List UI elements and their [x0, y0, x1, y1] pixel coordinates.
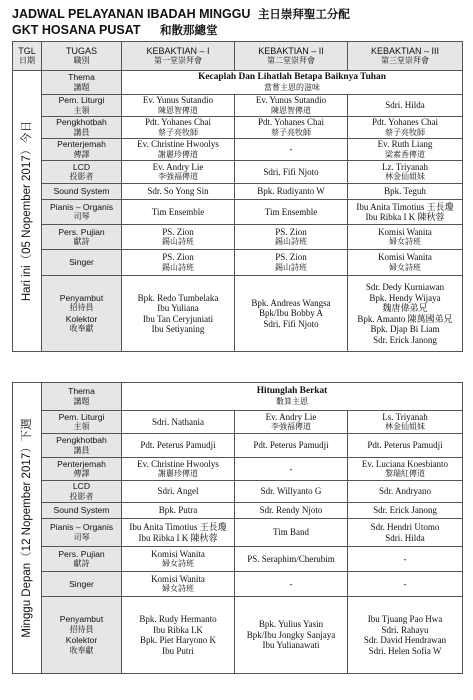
cell-text: Bpk. Putra — [158, 505, 198, 516]
theme-value — [122, 383, 463, 411]
role-label — [42, 276, 122, 352]
cell-text: Sdri. Nathania — [152, 416, 204, 427]
cell-k1 — [122, 434, 235, 458]
cell-k2 — [235, 184, 348, 200]
role-label — [42, 225, 122, 250]
cell-text: Pdt. Yohanes Chai — [144, 117, 211, 127]
cell-text: Penterjemah — [57, 139, 106, 149]
cell-text: Bpk. Rudiyanto W — [257, 186, 325, 197]
cell-k2 — [235, 139, 348, 161]
cell-text: Sdr. Willyanto G — [260, 486, 322, 497]
cell-k1 — [122, 276, 235, 352]
cell-text-zh: 講員 — [73, 127, 90, 137]
cell-text: KEBAKTIAN – III — [370, 45, 440, 56]
cell-k2 — [235, 95, 348, 117]
sound-row — [13, 184, 463, 200]
cell-text-zh: 錫山詩班 — [162, 237, 194, 246]
cell-k1 — [122, 503, 235, 519]
sound-row — [13, 503, 463, 519]
cell-k1 — [122, 250, 235, 276]
cell-k2 — [235, 481, 348, 503]
terjemah-row — [13, 458, 463, 481]
cell-text: Pers. Pujian — [58, 548, 105, 559]
cell-text: KEBAKTIAN – II — [258, 45, 324, 56]
cell-text: - — [403, 578, 407, 589]
cell-text-zh: 第三堂崇拜會 — [381, 56, 429, 65]
cell-text-zh: 講題 — [73, 82, 90, 92]
cell-text-zh: 蔡子亮牧師 — [271, 127, 311, 137]
role-label — [42, 597, 122, 674]
cell-text-zh: 第二堂崇拜會 — [267, 56, 315, 65]
cell-text: Kolektor — [65, 313, 98, 324]
cell-text-zh: 投影者 — [69, 491, 94, 501]
cell-k2 — [235, 117, 348, 139]
role-label — [42, 519, 122, 547]
cell-text: 魏唐偉弟兄 — [382, 303, 428, 313]
cell-text: Ibu Tjuang Pao Hwa — [367, 614, 443, 624]
cell-text: Bpk. Hendy Wijaya — [369, 292, 441, 303]
cell-k1 — [122, 225, 235, 250]
cell-text: Kecaplah Dan Lihatlah Betapa Baiknya Tuhan — [198, 72, 386, 82]
cell-text: Minggu Depan（12 Nopember 2017）下週 — [20, 418, 33, 638]
cell-k2 — [235, 572, 348, 597]
kebaktian-2-header — [235, 42, 348, 71]
tgl-header — [13, 42, 42, 71]
header-line-2 — [12, 22, 462, 38]
cell-text: Sound System — [53, 186, 110, 197]
cell-text: Ibu Anita Timotius 王長瓊 — [129, 522, 227, 532]
cell-k3 — [348, 503, 463, 519]
cell-text-zh: 收奉獻 — [69, 324, 94, 333]
pujian-row — [13, 225, 463, 250]
cell-k1 — [122, 117, 235, 139]
pianis-row — [13, 519, 463, 547]
cell-text: Ibu Ribka I K 陳秋蓉 — [138, 532, 218, 543]
cell-k2 — [235, 161, 348, 184]
cell-text: Ibu Putri — [162, 645, 194, 656]
cell-text-zh: 當嘗主恩的滋味 — [264, 82, 320, 92]
cell-k3 — [348, 458, 463, 481]
terjemah-row — [13, 139, 463, 161]
cell-text: LCD — [72, 161, 91, 172]
column-header-row — [13, 42, 463, 71]
theme-value — [122, 71, 463, 95]
role-label — [42, 411, 122, 434]
cell-k3 — [348, 434, 463, 458]
cell-text: Thema — [68, 386, 95, 396]
cell-text-zh: 主領 — [73, 105, 90, 115]
role-label — [42, 572, 122, 597]
cell-text: Ibu Tan Ceryjuniati — [142, 313, 214, 324]
cell-k1 — [122, 458, 235, 481]
cell-text: Ibu Ribka I.K — [153, 624, 203, 635]
cell-text: Tim Ensemble — [264, 206, 318, 217]
cell-text-zh: 講題 — [73, 396, 90, 406]
cell-text-zh: 謝麗珍傳道 — [158, 149, 198, 159]
cell-text: Ibu Setiyaning — [151, 324, 205, 334]
cell-text-zh: 傳譯 — [73, 149, 90, 159]
cell-text: Ev. Christine Hwoolys — [137, 458, 219, 469]
role-label — [42, 161, 122, 184]
cell-k3 — [348, 547, 463, 572]
cell-text: Pers. Pujian — [58, 226, 105, 237]
cell-text: Pem. Liturgi — [58, 411, 105, 422]
cell-k1 — [122, 547, 235, 572]
page-header — [12, 6, 462, 38]
church-name: GKT HOSANA PUSAT — [12, 23, 141, 37]
cell-text-zh: 蔡子亮牧師 — [385, 127, 425, 137]
cell-text: Sdr. So Yong Sin — [147, 186, 209, 197]
cell-text: Komisi Wanita — [378, 252, 432, 262]
cell-text-zh: 日期 — [19, 56, 35, 65]
cell-text: Pianis – Organis — [49, 201, 114, 212]
cell-text-zh: 職別 — [73, 56, 90, 65]
cell-text-zh: 婦女詩班 — [162, 584, 194, 593]
cell-text: Thema — [68, 72, 95, 82]
cell-text: Pdt. Yohanes Chai — [371, 117, 438, 127]
liturgi-row — [13, 411, 463, 434]
cell-text: Pengkhotbah — [56, 435, 107, 445]
cell-text: Pdt. Yohanes Chai — [257, 117, 324, 127]
cell-text-zh: 數算主恩 — [276, 396, 308, 406]
cell-k3 — [348, 161, 463, 184]
header-line-1 — [12, 6, 462, 22]
role-label — [42, 95, 122, 117]
cell-k3 — [348, 200, 463, 225]
cell-text: Ev. Luciana Koesbianto — [361, 458, 449, 469]
cell-text-zh: 婦女詩班 — [389, 262, 421, 272]
role-label — [42, 184, 122, 200]
singer-row — [13, 250, 463, 276]
cell-text: Bpk/Ibu Jongky Sanjaya — [246, 629, 336, 640]
cell-text: TGL — [18, 45, 36, 56]
role-label — [42, 547, 122, 572]
church-name-zh: 和散那總堂 — [159, 23, 218, 37]
cell-text: Penyambut — [59, 614, 104, 624]
theme-label — [42, 71, 122, 95]
cell-k3 — [348, 139, 463, 161]
cell-text: Singer — [69, 578, 94, 589]
cell-text: Bpk. Yulius Yasin — [258, 619, 324, 630]
cell-text: TUGAS — [65, 45, 97, 56]
cell-text-zh: 司琴 — [73, 532, 90, 542]
cell-text-zh: 林金仙姐妹 — [385, 172, 425, 181]
cell-text: Komisi Wanita — [378, 226, 432, 237]
cell-text-zh: 司琴 — [73, 212, 90, 221]
cell-text-zh: 林金仙姐妹 — [385, 422, 425, 431]
date-side-label — [13, 71, 42, 352]
cell-k2 — [235, 519, 348, 547]
cell-k1 — [122, 95, 235, 117]
cell-text: Pdt. Peterus Pamudji — [140, 440, 216, 451]
cell-text: Sdr. Andryano — [378, 486, 431, 497]
cell-text-zh: 獻詩 — [73, 237, 90, 246]
lcd-row — [13, 481, 463, 503]
cell-text: Hitunglah Berkat — [256, 386, 328, 396]
cell-text: Ev. Yunus Sutandio — [255, 95, 327, 105]
cell-text-zh: 錫山詩班 — [162, 262, 194, 272]
schedule-table-week1 — [12, 41, 463, 352]
cell-text: Pem. Liturgi — [58, 95, 105, 105]
cell-text: Sdr. Dedy Kurniawan — [365, 282, 445, 292]
role-label — [42, 481, 122, 503]
cell-text-zh: 婦女詩班 — [162, 559, 194, 568]
cell-k3 — [348, 572, 463, 597]
role-label — [42, 250, 122, 276]
cell-text: Tim Band — [273, 527, 309, 538]
cell-k2 — [235, 200, 348, 225]
cell-k2 — [235, 547, 348, 572]
cell-text-zh: 招待員 — [69, 624, 94, 634]
cell-text: Sdri. Rahayu — [381, 624, 429, 635]
cell-text: Bpk. Teguh — [384, 186, 426, 197]
cell-text-zh: 招待員 — [69, 303, 94, 312]
cell-text: KEBAKTIAN – I — [146, 45, 210, 56]
liturgi-row — [13, 95, 463, 117]
cell-text-zh: 獻詩 — [73, 559, 90, 568]
cell-text: - — [289, 578, 293, 589]
schedule-table-week2 — [12, 382, 463, 674]
cell-text: Bpk. Piet Haryono K — [140, 635, 216, 645]
cell-text-zh: 李強福傳道 — [158, 172, 198, 181]
cell-text: - — [289, 144, 293, 155]
cell-k3 — [348, 519, 463, 547]
cell-k1 — [122, 161, 235, 184]
singer-row — [13, 572, 463, 597]
cell-text-zh: 傳譯 — [73, 469, 90, 478]
cell-k1 — [122, 139, 235, 161]
cell-text: Ev. Andry Lie — [152, 161, 204, 172]
cell-text: Ibu Anita Timotius 王長瓊 — [356, 201, 454, 212]
cell-text: Tim Ensemble — [151, 206, 205, 217]
cell-k2 — [235, 597, 348, 674]
cell-k2 — [235, 503, 348, 519]
cell-text: Ev. Andry Lie — [265, 411, 317, 422]
cell-text-zh: 陳恩智傳道 — [271, 105, 311, 115]
cell-text: Sdri. Fifi Njoto — [263, 166, 319, 177]
cell-text-zh: 講員 — [73, 445, 90, 455]
theme-row — [13, 383, 463, 411]
cell-k2 — [235, 276, 348, 352]
cell-text: Sdr. Erick Janong — [373, 505, 437, 516]
cell-k3 — [348, 225, 463, 250]
cell-text: Hari ini（05 Nopember 2017）今日 — [20, 120, 33, 302]
cell-k1 — [122, 519, 235, 547]
cell-text-zh: 蔡子亮牧師 — [158, 127, 198, 137]
khotbah-row — [13, 434, 463, 458]
kebaktian-1-header — [122, 42, 235, 71]
role-label — [42, 458, 122, 481]
kebaktian-3-header — [348, 42, 463, 71]
cell-text: Pengkhotbah — [56, 117, 107, 127]
cell-k2 — [235, 411, 348, 434]
cell-text: Ibu Ribka I K 陳秋蓉 — [365, 212, 445, 222]
cell-k3 — [348, 184, 463, 200]
cell-text: Bpk. Redo Tumbelaka — [137, 292, 219, 303]
role-label — [42, 117, 122, 139]
cell-text: Penyambut — [59, 292, 104, 303]
pianis-row — [13, 200, 463, 225]
cell-k1 — [122, 411, 235, 434]
cell-text: Pdt. Peterus Pamudji — [253, 440, 329, 451]
cell-text-zh: 投影者 — [69, 172, 94, 181]
date-side-label — [13, 383, 42, 674]
cell-text: Sdr. Rendy Njoto — [259, 505, 323, 516]
cell-text: Bpk. Andreas Wangsa — [251, 297, 331, 308]
cell-text-zh: 陳恩智傳道 — [158, 105, 198, 115]
cell-text: Komisi Wanita — [151, 548, 205, 559]
role-label — [42, 434, 122, 458]
pujian-row — [13, 547, 463, 572]
cell-text-zh: 第一堂崇拜會 — [154, 56, 202, 65]
cell-text: Sdr. David Hendrawan — [363, 635, 447, 645]
cell-text-zh: 黎瑞紅傳道 — [385, 469, 425, 478]
penyambut-row — [13, 597, 463, 674]
cell-text: Sound System — [53, 505, 110, 516]
cell-text-zh: 梁素香傳道 — [385, 149, 425, 159]
cell-text: PS. Zion — [275, 252, 307, 262]
cell-k3 — [348, 597, 463, 674]
cell-text-zh: 謝麗珍傳道 — [158, 469, 198, 478]
cell-text: Komisi Wanita — [151, 573, 205, 584]
cell-k2 — [235, 225, 348, 250]
cell-text: Pianis – Organis — [49, 522, 114, 532]
cell-text: Sdri. Hilda — [385, 532, 425, 543]
cell-text: PS. Zion — [162, 252, 194, 262]
cell-text: Kolektor — [65, 635, 98, 645]
role-label — [42, 503, 122, 519]
cell-text: PS. Zion — [275, 226, 307, 237]
cell-text: Ev. Yunus Sutandio — [142, 95, 214, 105]
cell-text-zh: 婦女詩班 — [389, 237, 421, 246]
cell-k3 — [348, 95, 463, 117]
cell-text-zh: 錫山詩班 — [275, 262, 307, 272]
cell-text-zh: 李強福傳道 — [271, 422, 311, 431]
cell-k1 — [122, 184, 235, 200]
cell-k3 — [348, 411, 463, 434]
cell-text: Ev. Christine Hwoolys — [137, 139, 219, 149]
cell-text: Sdri. Hilda — [385, 100, 425, 111]
khotbah-row — [13, 117, 463, 139]
cell-text: Bpk. Djap Bi Liam — [370, 324, 440, 334]
cell-text-zh: 收奉獻 — [69, 645, 94, 655]
cell-text: - — [289, 463, 293, 474]
cell-k3 — [348, 481, 463, 503]
cell-k3 — [348, 276, 463, 352]
cell-text: Ibu Yulianawati — [262, 640, 320, 651]
cell-text: Sdr. Hendri Utomo — [370, 522, 440, 532]
cell-text: Pdt. Peterus Pamudji — [367, 440, 443, 451]
cell-text: Singer — [69, 257, 94, 268]
cell-k1 — [122, 200, 235, 225]
cell-text: Sdr. Erick Janong — [373, 334, 437, 345]
cell-k3 — [348, 250, 463, 276]
cell-text: PS. Zion — [162, 226, 194, 237]
header-title: JADWAL PELAYANAN IBADAH MINGGU — [12, 7, 251, 21]
cell-text: Ev. Ruth Liang — [377, 139, 433, 149]
cell-k2 — [235, 458, 348, 481]
cell-text-zh: 錫山詩班 — [275, 237, 307, 246]
tugas-header — [42, 42, 122, 71]
header-title-zh: 主日崇拜聖工分配 — [257, 7, 350, 21]
penyambut-row — [13, 276, 463, 352]
role-label — [42, 139, 122, 161]
theme-row — [13, 71, 463, 95]
cell-k1 — [122, 572, 235, 597]
cell-text: LCD — [72, 481, 91, 491]
cell-text: Ls. Triyanah — [382, 411, 428, 422]
cell-k1 — [122, 481, 235, 503]
cell-text: Bpk. Amanto 陳萬國弟兄 — [357, 313, 453, 324]
cell-text: Bpk/Ibu Bobby A — [258, 308, 323, 319]
cell-text: Bpk. Rudy Hermanto — [139, 614, 217, 624]
cell-text: Lz. Triyanah — [382, 161, 428, 172]
cell-text: Sdri. Angel — [157, 486, 199, 497]
cell-text: Sdri. Fifi Njoto — [263, 318, 319, 329]
cell-text: - — [403, 553, 407, 564]
cell-k1 — [122, 597, 235, 674]
cell-k3 — [348, 117, 463, 139]
cell-k2 — [235, 434, 348, 458]
cell-k2 — [235, 250, 348, 276]
cell-text: PS. Seraphim/Cherubim — [247, 553, 335, 564]
role-label — [42, 200, 122, 225]
cell-text-zh: 主領 — [73, 422, 90, 431]
cell-text: Sdri. Helen Sofia W — [368, 645, 442, 656]
theme-label — [42, 383, 122, 411]
lcd-row — [13, 161, 463, 184]
cell-text: Penterjemah — [57, 458, 106, 469]
cell-text: Ibu Yuliana — [157, 303, 199, 313]
